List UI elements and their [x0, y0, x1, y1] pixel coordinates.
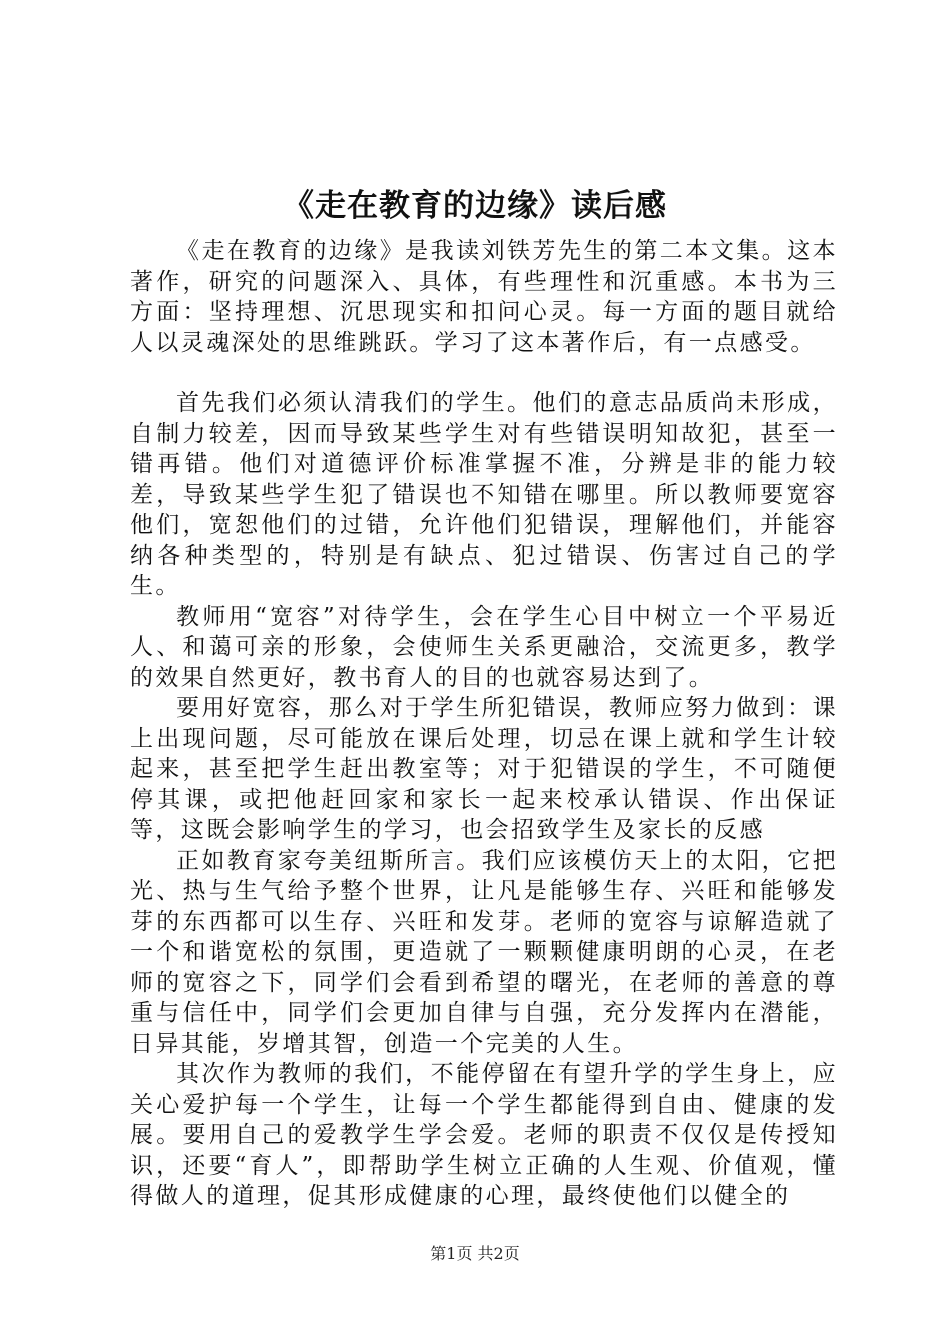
paragraph-1: 《走在教育的边缘》是我读刘铁芳先生的第二本文集。这本著作，研究的问题深入、具体，有些理性和沉重感。本书为三方面：坚持理想、沉思现实和扣问心灵。每一方面的题目就给人以灵魂深处的思维跳跃。学习了这本著作后，有一点感受。: [130, 238, 838, 356]
document-title: 《走在教育的边缘》读后感: [283, 188, 667, 224]
paragraph-2: 首先我们必须认清我们的学生。他们的意志品质尚未形成，自制力较差，因而导致某些学生对有些错误明知故犯，甚至一错再错。他们对道德评价标准掌握不准，分辨是非的能力较差，导致某些学生犯了错误也不知错在哪里。所以教师要宽容他们，宽恕他们的过错，允许他们犯错误，理解他们，并能容纳各种类型的，特别是有缺点、犯过错误、伤害过自己的学生。: [130, 390, 838, 599]
paragraph-gap: [130, 358, 838, 388]
paragraph-3: 教师用“宽容”对待学生，会在学生心目中树立一个平易近人、和蔼可亲的形象，会使师生关系更融洽，交流更多，教学的效果自然更好，教书育人的目的也就容易达到了。: [130, 603, 838, 691]
paragraph-5: 正如教育家夸美纽斯所言。我们应该模仿天上的太阳，它把光、热与生气给予整个世界，让凡是能够生存、兴旺和能够发芽的东西都可以生存、兴旺和发芽。老师的宽容与谅解造就了一个和谐宽松的氛围，更造就了一颗颗健康明朗的心灵，在老师的宽容之下，同学们会看到希望的曙光，在老师的善意的尊重与信任中，同学们会更加自律与自强，充分发挥内在潜能，日异其能，岁增其智，创造一个完美的人生。: [130, 847, 838, 1057]
paragraph-4: 要用好宽容，那么对于学生所犯错误，教师应努力做到：课上出现问题，尽可能放在课后处理，切忌在课上就和学生计较起来，甚至把学生赶出教室等；对于犯错误的学生，不可随便停其课，或把他赶回家和家长一起来校承认错误、作出保证等，这既会影响学生的学习，也会招致学生及家长的反感: [130, 695, 838, 843]
document-body: [130, 236, 838, 1212]
paragraph-6: 其次作为教师的我们，不能停留在有望升学的学生身上，应关心爱护每一个学生，让每一个学生都能得到自由、健康的发展。要用自己的爱教学生学会爱。老师的职责不仅仅是传授知识，还要“育人”，即帮助学生树立正确的人生观、价值观，懂得做人的道理，促其形成健康的心理，最终使他们以健全的: [130, 1061, 838, 1209]
page-number-footer: 第1页 共2页: [430, 1244, 520, 1263]
